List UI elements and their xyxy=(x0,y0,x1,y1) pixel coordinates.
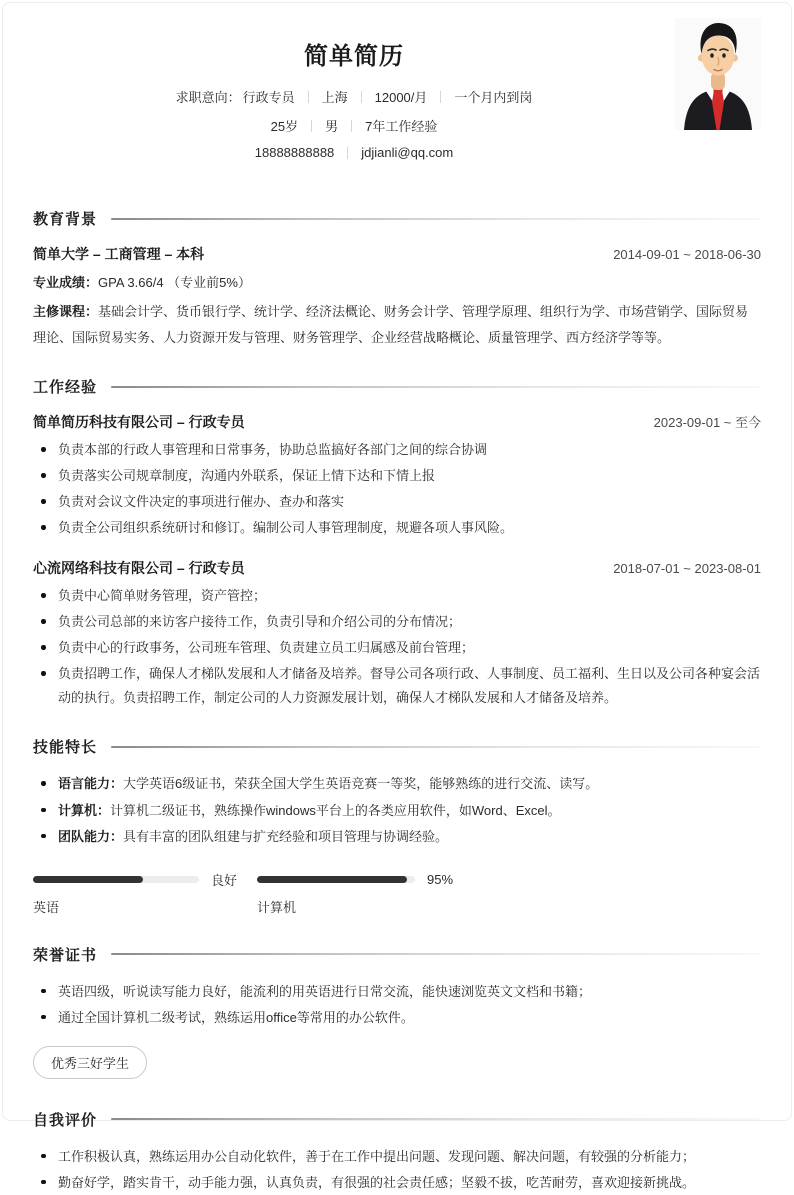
job-duties-list xyxy=(33,584,761,710)
pipe-divider xyxy=(308,91,309,103)
bullet-item: 负责招聘工作，确保人才梯队发展和人才储备及培养。督导公司各项行政、人事制度、员工福利、生日以及公司各种宴会活动的执行。负责招聘工作，制定公司的人力资源发展计划，确保人才梯队发展和人才储备及培养。 xyxy=(33,662,761,710)
pipe-divider xyxy=(351,120,352,132)
section-rule xyxy=(111,953,761,955)
bullet-item: 负责落实公司规章制度，沟通内外联系，保证上情下达和下情上报 xyxy=(33,464,761,488)
honors-list xyxy=(33,980,761,1030)
section-skills xyxy=(33,736,761,915)
skill-bar-name: 英语 xyxy=(33,899,60,915)
bullet-item: 团队能力：具有丰富的团队组建与扩充经验和项目管理与协调经验。 xyxy=(33,825,761,849)
education-section-head xyxy=(33,208,761,229)
section-evaluation xyxy=(33,1109,761,1195)
education-entry-head xyxy=(33,244,761,264)
section-rule xyxy=(111,218,761,220)
company-position: 简单简历科技有限公司 – 行政专员 xyxy=(33,414,245,431)
info-item: 7年工作经验 xyxy=(365,119,438,134)
courses-value: 基础会计学、货币银行学、统计学、经济法概论、财务会计学、管理学原理、组织行为学、市场营销学、国际贸易理论、国际贸易实务、人力资源开发与管理、财务管理学、企业经营战略概论、质量管理学、西方经济学等等。 xyxy=(33,304,749,345)
bar-row xyxy=(257,873,453,887)
bullet-item: 负责本部的行政人事管理和日常事务，协助总监搞好各部门之间的综合协调 xyxy=(33,438,761,462)
company-position: 心流网络科技有限公司 – 行政专员 xyxy=(33,560,245,577)
honor-badge: 优秀三好学生 xyxy=(33,1046,147,1079)
bullet-item: 负责全公司组织系统研讨和修订。编制公司人事管理制度，规避各项人事风险。 xyxy=(33,516,761,540)
info-item: 一个月内到岗 xyxy=(454,90,533,105)
progress-value: 95% xyxy=(427,872,454,888)
work-entry-head xyxy=(33,558,761,578)
bullet-item: 负责公司总部的来访客户接待工作，负责引导和介绍公司的分布情况； xyxy=(33,610,761,634)
bar-row xyxy=(33,873,237,887)
skill-bar-english xyxy=(33,873,237,916)
bullet-label: 计算机： xyxy=(58,802,111,818)
pipe-divider xyxy=(440,91,441,103)
skills-list xyxy=(33,772,761,848)
bullet-item: 语言能力：大学英语6级证书，荣获全国大学生英语竞赛一等奖，能够熟练的进行交流、读写。 xyxy=(33,772,761,796)
work-entry-head xyxy=(33,412,761,432)
info-row-label: 求职意向： xyxy=(175,90,241,105)
work-entry-1 xyxy=(33,412,761,540)
section-work xyxy=(33,376,761,710)
work-section-head xyxy=(33,376,761,397)
info-item: 上海 xyxy=(321,90,348,105)
work-date-range: 2018-07-01 ~ 2023-08-01 xyxy=(613,561,761,577)
pipe-divider xyxy=(311,120,312,132)
bullet-item: 勤奋好学，踏实肯干，动手能力强，认真负责，有很强的社会责任感；坚毅不拔，吃苦耐劳，喜欢迎接新挑战。 xyxy=(33,1171,761,1195)
bullet-item: 负责中心的行政事务，公司班车管理、负责建立员工归属感及前台管理； xyxy=(33,636,761,660)
section-rule xyxy=(111,746,761,748)
gpa-line xyxy=(33,270,761,295)
education-entry xyxy=(33,244,761,350)
page-title: 简单简历 xyxy=(304,43,404,70)
header-text-block xyxy=(33,16,675,170)
info-item: 行政专员 xyxy=(242,90,295,105)
evaluation-list xyxy=(33,1145,761,1195)
section-honors xyxy=(33,944,761,1079)
info-item: 18888888888 xyxy=(254,145,335,160)
work-entry-2 xyxy=(33,558,761,710)
pipe-divider xyxy=(361,91,362,103)
info-item: jdjianli@qq.com xyxy=(361,145,454,160)
progress-fill xyxy=(33,876,143,883)
honors-section-head xyxy=(33,944,761,965)
skill-bar-computer xyxy=(257,873,453,916)
progress-fill xyxy=(257,876,407,883)
skill-bar-name: 计算机 xyxy=(257,899,297,915)
work-heading: 工作经验 xyxy=(33,379,98,397)
info-item: 25岁 xyxy=(270,119,299,134)
section-rule xyxy=(111,386,761,388)
contact-row xyxy=(33,145,675,160)
section-rule xyxy=(111,1118,761,1120)
bullet-item: 通过全国计算机二级考试，熟练运用office等常用的办公软件。 xyxy=(33,1006,761,1030)
courses-line xyxy=(33,299,761,350)
bullet-item: 英语四级，听说读写能力良好，能流利的用英语进行日常交流，能快速浏览英文文档和书籍； xyxy=(33,980,761,1004)
avatar-illustration xyxy=(675,18,761,130)
gpa-value: GPA 3.66/4 （专业前5%） xyxy=(98,275,251,290)
gpa-label: 专业成绩： xyxy=(33,275,99,290)
school-degree: 简单大学 – 工商管理 – 本科 xyxy=(33,246,205,262)
progress-value: 良好 xyxy=(211,873,238,889)
info-item: 男 xyxy=(325,119,339,134)
progress-track xyxy=(33,876,199,883)
profile-row xyxy=(33,116,675,135)
resume-header xyxy=(33,16,761,170)
progress-track xyxy=(257,876,415,883)
job-duties-list xyxy=(33,438,761,540)
section-education xyxy=(33,208,761,350)
skills-heading: 技能特长 xyxy=(33,739,98,757)
job-intent-row xyxy=(33,87,675,106)
evaluation-section-head xyxy=(33,1109,761,1130)
honors-heading: 荣誉证书 xyxy=(33,946,98,964)
courses-label: 主修课程： xyxy=(33,304,99,320)
bullet-item: 计算机：计算机二级证书，熟练操作windows平台上的各类应用软件，如Word、Excel。 xyxy=(33,799,761,823)
education-date-range: 2014-09-01 ~ 2018-06-30 xyxy=(613,247,761,262)
skill-bars xyxy=(33,873,761,916)
bullet-label: 团队能力： xyxy=(58,828,124,844)
bullet-item: 工作积极认真，熟练运用办公自动化软件，善于在工作中提出问题、发现问题、解决问题，有较强的分析能力； xyxy=(33,1145,761,1169)
bullet-label: 语言能力： xyxy=(58,776,124,792)
evaluation-heading: 自我评价 xyxy=(33,1111,98,1129)
education-heading: 教育背景 xyxy=(33,211,98,228)
profile-photo xyxy=(675,18,761,130)
resume-page xyxy=(2,2,792,1190)
pipe-divider xyxy=(347,147,348,159)
bullet-item: 负责对会议文件决定的事项进行催办、查办和落实 xyxy=(33,490,761,514)
bullet-item: 负责中心简单财务管理，资产管控； xyxy=(33,584,761,608)
skills-section-head xyxy=(33,736,761,757)
work-date-range: 2023-09-01 ~ 至今 xyxy=(653,415,761,431)
info-item: 12000/月 xyxy=(374,90,428,105)
